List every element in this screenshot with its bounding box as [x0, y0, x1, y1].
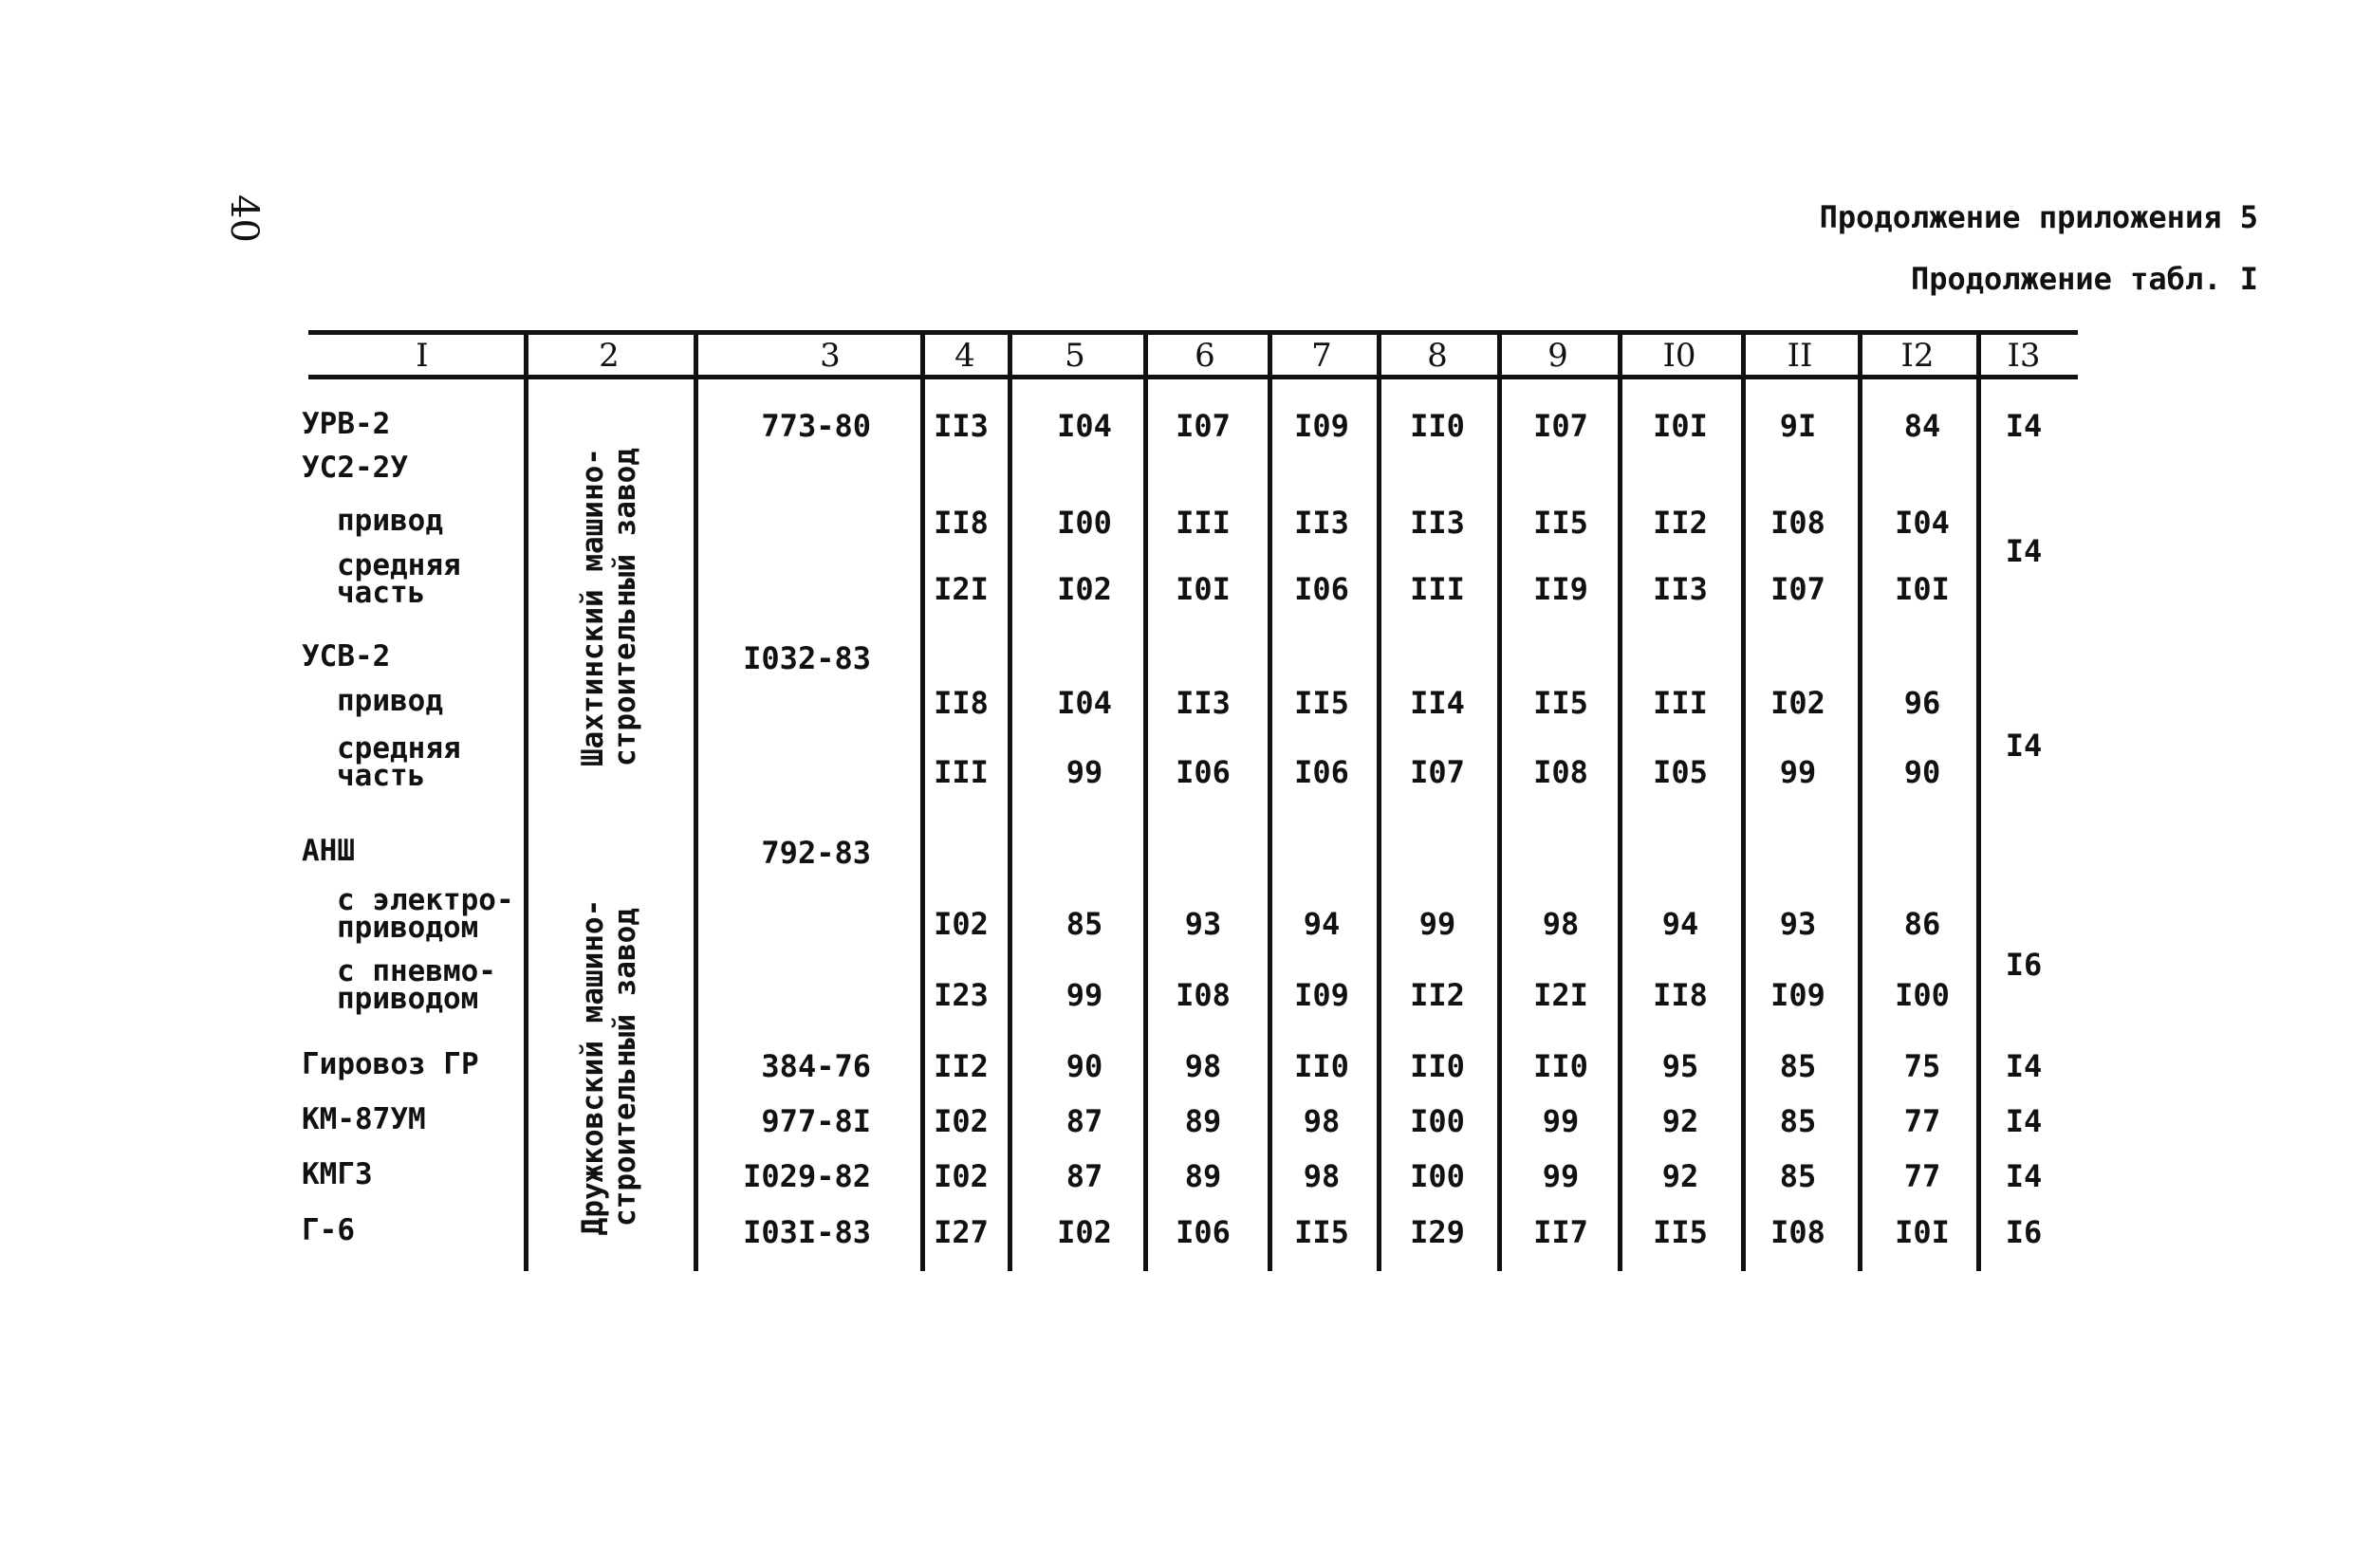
plant-group-label: Дружковский машино- строительный завод — [576, 898, 642, 1236]
table-cell: 85 — [1779, 1158, 1817, 1194]
table-cell: II3 — [934, 408, 989, 444]
table-cell: 98 — [1542, 906, 1580, 942]
table-cell: II4 — [1410, 685, 1465, 721]
appendix-continuation-heading: Продолжение приложения 5 — [1819, 199, 2258, 235]
table-cell-col13: I4 — [2005, 728, 2043, 764]
table-cell: II8 — [934, 685, 989, 721]
table-cell: 9I — [1779, 408, 1817, 444]
table-cell: I05 — [1653, 754, 1708, 790]
table-cell: 99 — [1542, 1158, 1580, 1194]
table-cell: 87 — [1065, 1158, 1103, 1194]
column-number: 7 — [1311, 337, 1332, 375]
row-label: КМ-87УМ — [302, 1102, 426, 1136]
plant-group-label: Шахтинский машино- строительный завод — [576, 448, 642, 766]
table-cell: II0 — [1533, 1048, 1588, 1084]
row-code: 773-80 — [761, 408, 871, 444]
row-label: привод — [337, 504, 443, 538]
table-cell: II3 — [1294, 505, 1349, 541]
table-cell: 96 — [1903, 685, 1941, 721]
table-cell: I06 — [1176, 1214, 1231, 1250]
table-cell: II8 — [1653, 977, 1708, 1013]
row-label: АНШ — [302, 834, 355, 868]
table-cell-col13: I4 — [2005, 1103, 2043, 1139]
table-cell: I27 — [934, 1214, 989, 1250]
column-separator — [524, 332, 528, 1271]
column-number: 4 — [954, 337, 975, 375]
table-cell: 86 — [1903, 906, 1941, 942]
table-cell: I07 — [1176, 408, 1231, 444]
table-cell: I08 — [1176, 977, 1231, 1013]
table-cell: I09 — [1770, 977, 1825, 1013]
table-cell: III — [1176, 505, 1231, 541]
table-cell: 99 — [1418, 906, 1456, 942]
table-cell-col13: I4 — [2005, 1048, 2043, 1084]
table-cell: III — [934, 754, 989, 790]
table-cell: I02 — [1057, 571, 1112, 607]
table-cell: I06 — [1176, 754, 1231, 790]
table-cell: 77 — [1903, 1103, 1941, 1139]
table-header-rule — [308, 375, 2078, 379]
table-cell-col13: I6 — [2005, 947, 2043, 983]
row-label: УРВ-2 — [302, 407, 391, 441]
table-cell: I04 — [1895, 505, 1950, 541]
row-label: с пневмо- приводом — [337, 954, 496, 1016]
table-cell: II5 — [1653, 1214, 1708, 1250]
table-cell: 98 — [1303, 1103, 1341, 1139]
table-cell: I0I — [1653, 408, 1708, 444]
table-cell: I00 — [1895, 977, 1950, 1013]
table-cell: I09 — [1294, 977, 1349, 1013]
table-cell: 94 — [1303, 906, 1341, 942]
table-cell: I00 — [1410, 1158, 1465, 1194]
column-number: 9 — [1547, 337, 1568, 375]
column-number: 8 — [1427, 337, 1448, 375]
table-cell: II9 — [1533, 571, 1588, 607]
table-cell: 98 — [1303, 1158, 1341, 1194]
table-cell: I06 — [1294, 754, 1349, 790]
table-cell: III — [1653, 685, 1708, 721]
table-cell: II7 — [1533, 1214, 1588, 1250]
table-cell: II5 — [1533, 685, 1588, 721]
table-cell: I02 — [934, 1158, 989, 1194]
table-cell: 85 — [1065, 906, 1103, 942]
row-code: I029-82 — [743, 1158, 871, 1194]
table-cell: 93 — [1184, 906, 1222, 942]
column-number: I2 — [1900, 337, 1935, 375]
row-label: КМГЗ — [302, 1157, 373, 1191]
column-number: I — [416, 337, 429, 375]
table-top-rule — [308, 330, 2078, 335]
table-cell: 90 — [1903, 754, 1941, 790]
row-label: Г-6 — [302, 1213, 355, 1247]
table-cell: II3 — [1176, 685, 1231, 721]
table-cell: I00 — [1057, 505, 1112, 541]
table-cell: I06 — [1294, 571, 1349, 607]
table-cell: 99 — [1542, 1103, 1580, 1139]
table-cell: 94 — [1661, 906, 1699, 942]
column-separator — [1858, 332, 1862, 1271]
column-number: 3 — [820, 337, 841, 375]
table-cell: II0 — [1294, 1048, 1349, 1084]
table-cell: 98 — [1184, 1048, 1222, 1084]
table-cell: 92 — [1661, 1158, 1699, 1194]
table-cell: I04 — [1057, 685, 1112, 721]
table-cell-col13: I4 — [2005, 533, 2043, 569]
table-cell: I0I — [1895, 1214, 1950, 1250]
table-cell: I0I — [1895, 571, 1950, 607]
column-number: 6 — [1195, 337, 1215, 375]
table-cell: 99 — [1065, 977, 1103, 1013]
column-number: II — [1787, 337, 1813, 375]
table-cell: 85 — [1779, 1103, 1817, 1139]
row-label: УС2-2У — [302, 451, 408, 485]
table-cell: I2I — [1533, 977, 1588, 1013]
table-cell: 93 — [1779, 906, 1817, 942]
table-cell: 99 — [1065, 754, 1103, 790]
table-cell: 89 — [1184, 1158, 1222, 1194]
table-cell: II0 — [1410, 408, 1465, 444]
row-label: привод — [337, 684, 443, 718]
column-number: 5 — [1065, 337, 1085, 375]
table-cell: I02 — [1057, 1214, 1112, 1250]
table-cell: 75 — [1903, 1048, 1941, 1084]
table-cell-col13: I6 — [2005, 1214, 2043, 1250]
table-cell: I23 — [934, 977, 989, 1013]
row-code: 792-83 — [761, 835, 871, 871]
table-cell: I04 — [1057, 408, 1112, 444]
table-cell: I08 — [1770, 505, 1825, 541]
table-cell: 95 — [1661, 1048, 1699, 1084]
table-cell: I07 — [1533, 408, 1588, 444]
table-cell: 85 — [1779, 1048, 1817, 1084]
table-cell-col13: I4 — [2005, 408, 2043, 444]
table-cell: II5 — [1294, 685, 1349, 721]
row-label: с электро- приводом — [337, 883, 514, 945]
table-cell: II2 — [1653, 505, 1708, 541]
table-cell: I2I — [934, 571, 989, 607]
table-cell: II8 — [934, 505, 989, 541]
column-number: 2 — [599, 337, 620, 375]
table-cell: III — [1410, 571, 1465, 607]
table-cell: 84 — [1903, 408, 1941, 444]
table-cell: I08 — [1533, 754, 1588, 790]
row-code: I032-83 — [743, 640, 871, 676]
table-cell: II2 — [1410, 977, 1465, 1013]
table-cell: II3 — [1653, 571, 1708, 607]
table-cell: 99 — [1779, 754, 1817, 790]
row-code: I03I-83 — [743, 1214, 871, 1250]
table-cell: 90 — [1065, 1048, 1103, 1084]
table-cell: I02 — [934, 906, 989, 942]
row-label: Гировоз ГР — [302, 1047, 479, 1081]
table-cell: II3 — [1410, 505, 1465, 541]
column-separator — [1618, 332, 1622, 1271]
page-number: 40 — [222, 194, 266, 243]
table-cell: 87 — [1065, 1103, 1103, 1139]
table-cell: 77 — [1903, 1158, 1941, 1194]
table-cell: I0I — [1176, 571, 1231, 607]
table-cell: 89 — [1184, 1103, 1222, 1139]
row-label: средняя часть — [337, 731, 461, 793]
table-cell: II2 — [934, 1048, 989, 1084]
table-cell: II5 — [1294, 1214, 1349, 1250]
table-cell: I08 — [1770, 1214, 1825, 1250]
table-cell: I00 — [1410, 1103, 1465, 1139]
table-cell: I07 — [1770, 571, 1825, 607]
table-cell: I09 — [1294, 408, 1349, 444]
table-cell-col13: I4 — [2005, 1158, 2043, 1194]
table-cell: 92 — [1661, 1103, 1699, 1139]
table-cell: I29 — [1410, 1214, 1465, 1250]
row-code: 384-76 — [761, 1048, 871, 1084]
table-continuation-heading: Продолжение табл. I — [1910, 261, 2258, 297]
row-label: средняя часть — [337, 548, 461, 610]
table-cell: II0 — [1410, 1048, 1465, 1084]
row-label: УСВ-2 — [302, 639, 391, 673]
table-cell: II5 — [1533, 505, 1588, 541]
row-code: 977-8I — [761, 1103, 871, 1139]
column-number: I3 — [2007, 337, 2041, 375]
table-cell: I02 — [934, 1103, 989, 1139]
table-cell: I02 — [1770, 685, 1825, 721]
table-cell: I07 — [1410, 754, 1465, 790]
column-separator — [1497, 332, 1502, 1271]
column-number: I0 — [1662, 337, 1696, 375]
